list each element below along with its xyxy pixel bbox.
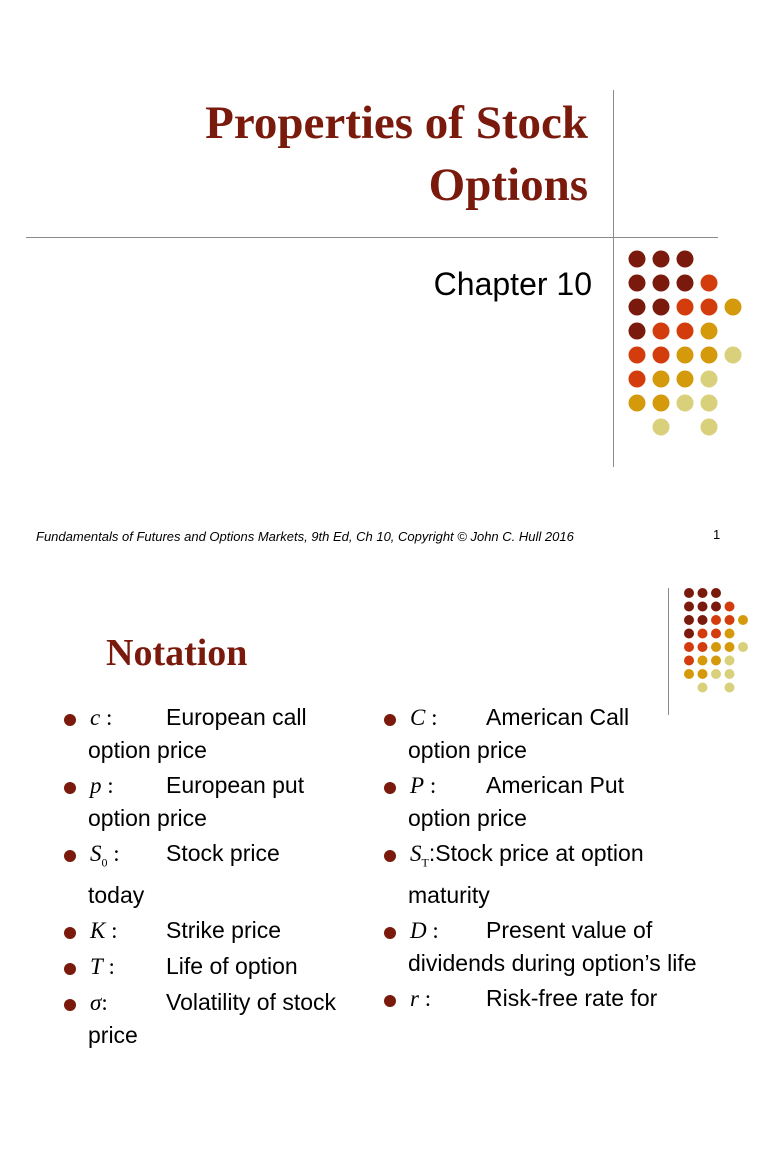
notation-description: American Put bbox=[486, 772, 625, 798]
notation-description-continued: option price bbox=[88, 737, 207, 763]
notation-description-continued: price bbox=[88, 1021, 138, 1048]
dot bbox=[629, 395, 646, 412]
notation-symbol: c : bbox=[90, 705, 113, 730]
list-item bbox=[58, 986, 388, 1051]
dot bbox=[698, 629, 708, 639]
dot bbox=[698, 602, 708, 612]
dot bbox=[698, 642, 708, 652]
dot bbox=[725, 642, 735, 652]
dot bbox=[701, 323, 718, 340]
slide-footer: Fundamentals of Futures and Options Markets, 9th Ed, Ch 10, Copyright © John C. Hull 2016 bbox=[36, 529, 574, 544]
notation-symbol: r : bbox=[410, 985, 432, 1011]
dot bbox=[684, 615, 694, 625]
dot bbox=[698, 656, 708, 666]
notation-list-left bbox=[58, 701, 388, 1054]
notation-symbol: D : bbox=[410, 917, 439, 943]
dot bbox=[677, 299, 694, 316]
dot bbox=[629, 347, 646, 364]
title-line-2: Options bbox=[428, 159, 588, 211]
dot bbox=[684, 669, 694, 679]
page-number: 1 bbox=[713, 527, 721, 542]
dot bbox=[684, 602, 694, 612]
dot bbox=[725, 683, 735, 693]
dot bbox=[725, 656, 735, 666]
notation-description: :Stock price at option bbox=[428, 840, 644, 866]
list-item bbox=[58, 950, 388, 983]
list-item bbox=[58, 837, 388, 911]
notation-symbol: K : bbox=[90, 917, 118, 943]
bullet-icon bbox=[64, 850, 76, 862]
notation-symbol: $S_T$ bbox=[410, 841, 429, 870]
dot bbox=[677, 251, 694, 268]
dot bbox=[653, 299, 670, 316]
bullet-icon bbox=[64, 714, 76, 726]
dot bbox=[653, 275, 670, 292]
bullet-icon bbox=[384, 927, 396, 939]
bullet-icon bbox=[384, 850, 396, 862]
dot bbox=[629, 299, 646, 316]
dot bbox=[653, 419, 670, 436]
bullet-icon bbox=[384, 714, 396, 726]
list-item bbox=[378, 914, 708, 979]
notation-description-continued: option price bbox=[408, 805, 527, 831]
notation-description: European call bbox=[166, 704, 307, 730]
list-item bbox=[378, 769, 708, 834]
notation-symbol: p : bbox=[90, 773, 114, 798]
list-item bbox=[378, 701, 708, 766]
bullet-icon bbox=[64, 782, 76, 794]
dot bbox=[653, 251, 670, 268]
dot bbox=[738, 642, 748, 652]
list-item bbox=[378, 837, 708, 911]
notation-description: Life of option bbox=[166, 952, 298, 979]
dot bbox=[684, 656, 694, 666]
dot bbox=[629, 323, 646, 340]
dot bbox=[701, 371, 718, 388]
dot bbox=[698, 683, 708, 693]
bullet-icon bbox=[64, 927, 76, 939]
dot bbox=[677, 395, 694, 412]
dot bbox=[725, 669, 735, 679]
notation-description-continued: today bbox=[88, 881, 145, 908]
slide-heading: Notation bbox=[106, 632, 248, 674]
notation-symbol: $S_0$ : bbox=[90, 841, 120, 870]
dot bbox=[725, 602, 735, 612]
dot bbox=[711, 656, 721, 666]
dot bbox=[684, 642, 694, 652]
dot bbox=[711, 588, 721, 598]
dot bbox=[629, 251, 646, 268]
dot bbox=[725, 347, 742, 364]
dot bbox=[711, 669, 721, 679]
dot bbox=[653, 347, 670, 364]
notation-description-continued: option price bbox=[408, 737, 527, 763]
bullet-icon bbox=[64, 999, 76, 1011]
dot bbox=[677, 347, 694, 364]
dot bbox=[698, 588, 708, 598]
list-item bbox=[378, 982, 708, 1015]
dot bbox=[711, 615, 721, 625]
dot bbox=[725, 299, 742, 316]
notation-description: Stock price bbox=[166, 840, 280, 866]
dot bbox=[684, 588, 694, 598]
slide-2 bbox=[0, 576, 768, 1048]
dot bbox=[698, 615, 708, 625]
notation-description: Strike price bbox=[166, 916, 282, 943]
dot bbox=[677, 371, 694, 388]
list-item bbox=[58, 701, 388, 766]
bullet-icon bbox=[384, 995, 396, 1007]
dot bbox=[677, 323, 694, 340]
notation-description: Present value of bbox=[486, 916, 653, 943]
dot bbox=[629, 371, 646, 388]
dot bbox=[725, 615, 735, 625]
notation-description: Volatility of stock bbox=[166, 988, 337, 1015]
dot bbox=[711, 642, 721, 652]
dot bbox=[725, 629, 735, 639]
dot bbox=[701, 395, 718, 412]
title-line-1: Properties of Stock bbox=[205, 97, 588, 149]
dot bbox=[701, 419, 718, 436]
dot bbox=[738, 615, 748, 625]
bullet-icon bbox=[384, 782, 396, 794]
notation-description: European put bbox=[166, 772, 305, 798]
dot bbox=[711, 602, 721, 612]
bullet-icon bbox=[64, 963, 76, 975]
notation-description-continued: option price bbox=[88, 805, 207, 831]
notation-symbol: T : bbox=[90, 953, 115, 979]
notation-symbol: C : bbox=[410, 705, 438, 730]
list-item bbox=[58, 914, 388, 947]
notation-description: Risk-free rate for bbox=[486, 984, 658, 1011]
dot bbox=[701, 347, 718, 364]
notation-description-continued: dividends during option’s life bbox=[408, 949, 697, 976]
notation-description: American Call bbox=[486, 704, 630, 730]
dot bbox=[653, 395, 670, 412]
list-item bbox=[58, 769, 388, 834]
notation-symbol: P : bbox=[410, 773, 437, 798]
notation-list-right bbox=[378, 701, 708, 1018]
notation-symbol: σ: bbox=[90, 989, 108, 1015]
dot bbox=[711, 629, 721, 639]
dot bbox=[701, 299, 718, 316]
slide-subtitle: Chapter 10 bbox=[433, 266, 592, 302]
notation-description-continued: maturity bbox=[408, 881, 490, 908]
dot bbox=[677, 275, 694, 292]
dot bbox=[698, 669, 708, 679]
dot bbox=[653, 323, 670, 340]
dot bbox=[629, 275, 646, 292]
dot bbox=[653, 371, 670, 388]
dot bbox=[684, 629, 694, 639]
dot bbox=[701, 275, 718, 292]
